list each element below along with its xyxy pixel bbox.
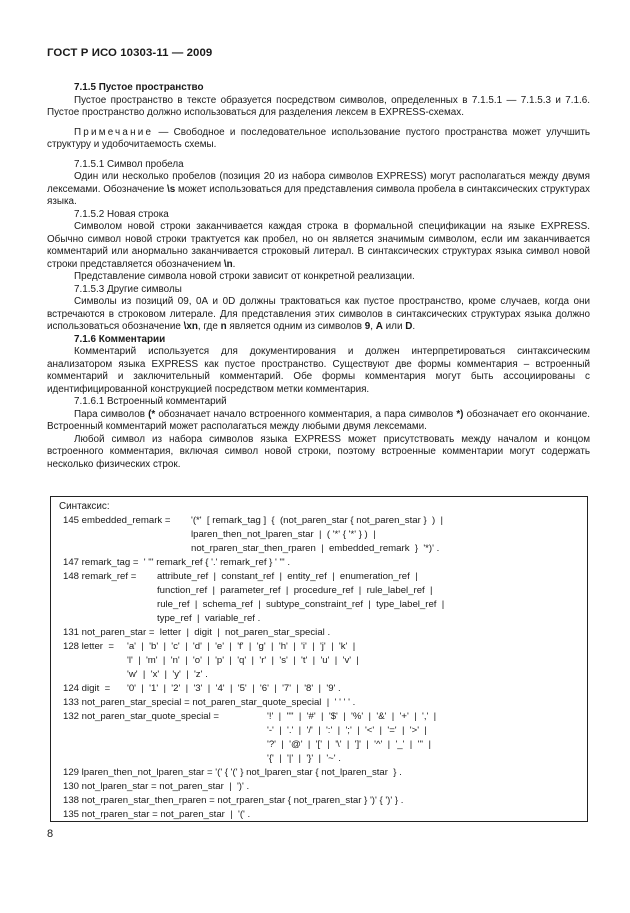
page-number: 8 [47,828,54,840]
rule-124-line: '0' | '1' | '2' | '3' | '4' | '5' | '6' | '7' | '8' | '9' . [127,683,341,694]
syntax-title: Синтаксис: [59,501,110,512]
text-run: . [412,321,416,332]
rule-138: 138 not_rparen_star_then_rparen = not_rparen_star { not_rparen_star } ')' { ')' } . [63,795,404,806]
rule-132-label: 132 not_paren_star_quote_special = [63,711,220,722]
text-run: . [232,258,236,270]
rule-128-line: 'l' | 'm' | 'n' | 'o' | 'p' | 'q' | 'r' | 's' | 't' | 'u' | 'v' | [127,655,359,666]
paragraph [47,409,590,434]
text-run: Один или несколько пробелов (позиция 20 из набора символов EXPRESS) могут располагаться между двумя лексемами. Обозначение [47,171,590,195]
text-run-bold: \s [167,183,176,195]
rule-148-line: attribute_ref | constant_ref | entity_ref | enumeration_ref | [157,571,418,582]
section-heading-7-1-5: 7.1.5 Пустое пространство [74,82,204,93]
text-run: обозначает начало встроенного комментария, а пара символов [155,408,457,420]
rule-132-line: '{' | '|' | '}' | '~' . [267,753,341,764]
note [47,127,590,152]
rule-131: 131 not_paren_star = letter | digit | not_paren_star_special . [63,627,331,638]
text-run-bold: А [375,321,383,332]
rule-132-line: '?' | '@' | '[' | '\' | ']' | '^' | '_' | ''' | [267,739,431,750]
text-run: Пара символов [74,408,149,420]
section-heading-7-1-5-1: 7.1.5.1 Символ пробела [74,158,184,170]
paragraph: Представление символа новой строки зависит от конкретной реализации. [74,271,415,282]
rule-145-line: not_rparen_star_then_rparen | embedded_remark } '*)' . [191,543,440,554]
rule-135: 135 not_rparen_star = not_paren_star | '(' . [63,809,251,820]
rule-128-line: 'a' | 'b' | 'c' | 'd' | 'e' | 'f' | 'g' | 'h' | 'i' | 'j' | 'k' | [127,641,356,652]
note-text: — Свободное и последовательное использование пустого пространства может улучшить структуру и удобочитаемость схемы. [47,126,590,150]
text-run: Символы из позиций 09, 0А и 0D должны трактоваться как пустое пространство, кроме случаев, когда они встречаются в строковом литерале. Для представления этих символов в синтаксических структурах языка должно использоваться обозначение [47,296,590,332]
text-run-bold: n [220,321,227,332]
text-run-bold: 9 [364,321,371,332]
paragraph [47,171,590,209]
paragraph [47,221,590,271]
syntax-box [50,496,588,822]
text-run-bold: *) [456,408,464,420]
text-run-bold: \n [223,258,233,270]
text-run: или [382,321,406,332]
text-run: , где [197,321,221,332]
text-run: обозначает его окончание. Встроенный комментарий может располагаться между любыми двумя лексемами. [47,408,590,432]
rule-133: 133 not_paren_star_special = not_paren_star_quote_special | ' ' ' ' . [63,697,356,708]
rule-148-line: rule_ref | schema_ref | subtype_constraint_ref | type_label_ref | [157,599,445,610]
body-text [47,82,590,471]
rule-132-line: '!' | '"' | '#' | '$' | '%' | '&' | '+' | ',' | [267,711,437,722]
rule-128-label: 128 letter = [63,641,114,652]
section-heading-7-1-5-3: 7.1.5.3 Другие символы [74,283,182,295]
rule-145-label: 145 embedded_remark = [63,515,171,526]
paragraph: Комментарий используется для документирования и должен интерпретироваться синтаксическим анализатором языка EXPRESS как пустое пространство. Существуют две формы комментария – встроенный комментарий и заключительный комментарий. Обе формы комментария могут быть ассоциированы с идентифицированной конструкцией посредством метки комментария. [47,346,590,395]
section-heading-7-1-6-1: 7.1.6.1 Встроенный комментарий [74,396,227,407]
rule-145-line: '(*' [ remark_tag ] { (not_paren_star { not_paren_star } ) | [191,515,443,526]
rule-129: 129 lparen_then_not_lparen_star = '(' { '(' } not_lparen_star { not_lparen_star } . [63,767,402,778]
document-header: ГОСТ Р ИСО 10303-11 — 2009 [47,47,213,59]
rule-148-label: 148 remark_ref = [63,571,137,582]
text-run: Символом новой строки заканчивается каждая строка в формальной спецификации на языке EXPRESS. Обычно символ новой строки трактуется как пробел, но он является значимым символом, если им заканчивается комментарий или анормально заканчивается строковый литерал. В синтаксических структурах языка символ новой строки представляется обозначением [47,221,590,270]
paragraph: Пустое пространство в тексте образуется посредством символов, определенных в 7.1.5.1 — 7.1.5.3 и 7.1.6. Пустое пространство должно использоваться для разделения лексем в EXPRESS-схемах. [47,94,590,118]
text-run: может использоваться для представления символа пробела в синтаксических структурах языка. [47,183,590,207]
rule-148-line: type_ref | variable_ref . [157,613,261,624]
note-label: Примечание [74,126,154,138]
rule-124-label: 124 digit = [63,683,111,694]
section-heading-7-1-5-2: 7.1.5.2 Новая строка [74,208,169,220]
text-run-bold: \xn [183,321,198,332]
text-run: является одним из символов [226,321,365,332]
rule-148-line: function_ref | parameter_ref | procedure_ref | rule_label_ref | [157,585,433,596]
rule-132-line: '-' | '.' | '/' | ':' | ';' | '<' | '=' | '>' | [267,725,427,736]
rule-130: 130 not_lparen_star = not_paren_star | ')' . [63,781,250,792]
text-run-bold: (* [148,408,156,420]
paragraph [47,296,590,334]
paragraph: Любой символ из набора символов языка EXPRESS может присутствовать между началом и концом встроенного комментария, включая символ новой строки, поэтому встроенные комментарии могут содержать несколько физических строк. [47,433,590,470]
rule-128-line: 'w' | 'x' | 'y' | 'z' . [127,669,208,680]
rule-145-line: lparen_then_not_lparen_star | ( '*' { '*' } ) | [191,529,376,540]
text-run-bold: D [405,321,413,332]
section-heading-7-1-6: 7.1.6 Комментарии [74,333,166,345]
text-run: , [370,321,376,332]
rule-147: 147 remark_tag = ' "' remark_ref { '.' remark_ref } ' "' . [63,557,291,568]
